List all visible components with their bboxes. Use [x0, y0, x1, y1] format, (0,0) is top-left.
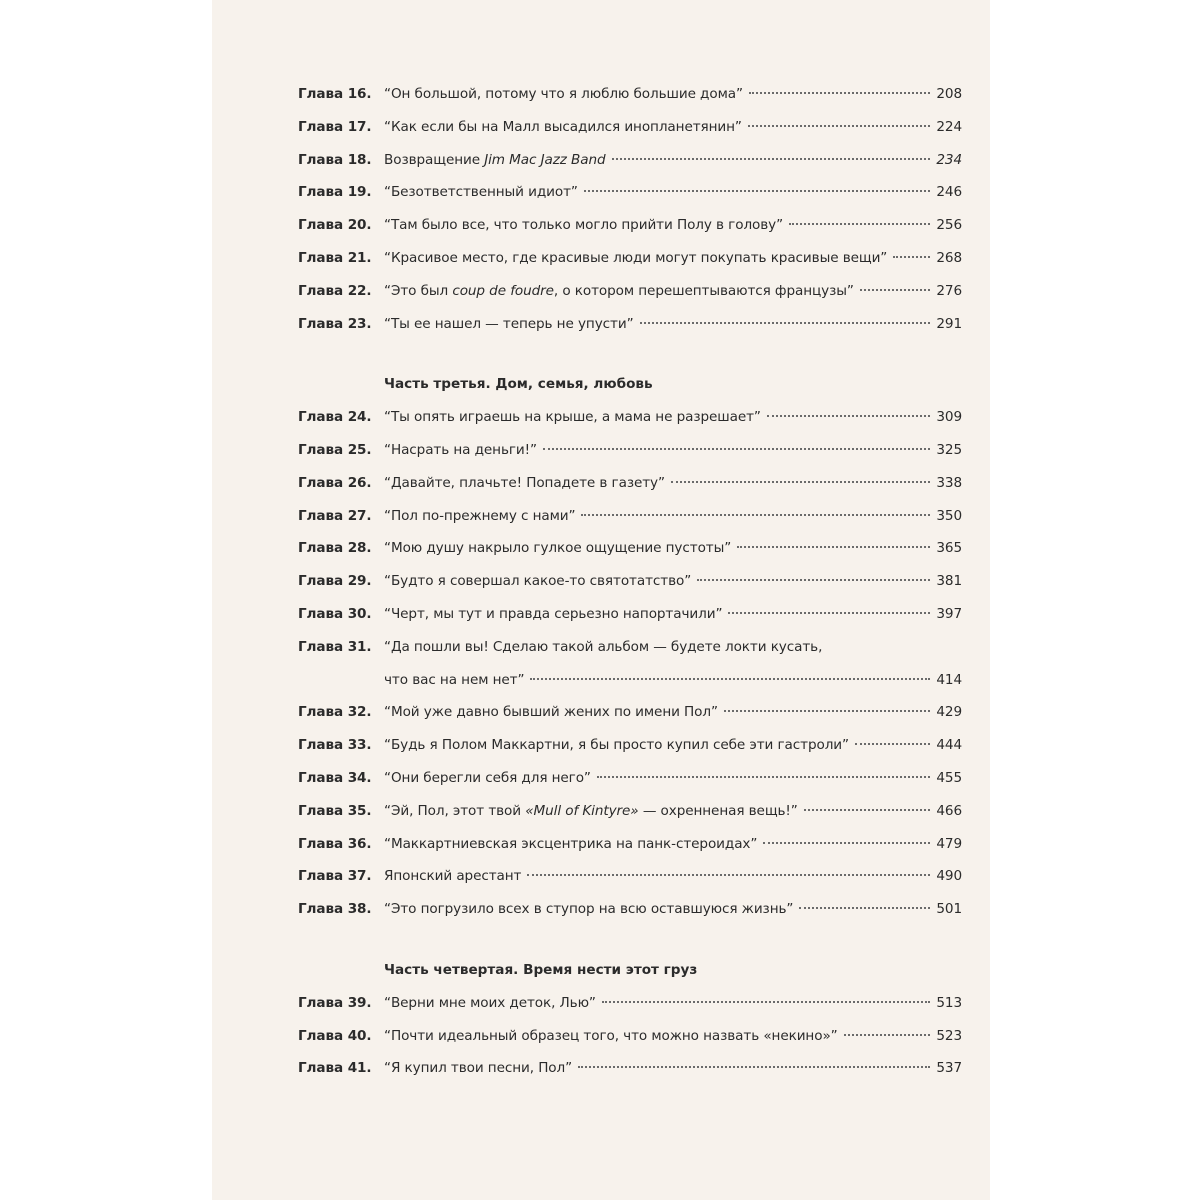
- toc-entry-19: [298, 176, 962, 209]
- page-number: 338: [936, 474, 962, 491]
- page-number: 381: [936, 573, 962, 590]
- toc-entry-18: [298, 144, 962, 177]
- chapter-title: “Ты ее нашел — теперь не упусти”: [384, 315, 634, 332]
- chapter-title: “Ты опять играешь на крыше, а мама не разрешает”: [384, 409, 761, 426]
- chapter-label: Глава 20.: [298, 217, 372, 234]
- page-number: 350: [936, 507, 962, 524]
- chapter-title: “Будь я Полом Маккартни, я бы просто купил себе эти гастроли”: [384, 737, 849, 754]
- toc-entry-37: [298, 860, 962, 893]
- chapter-label: Глава 34.: [298, 769, 372, 786]
- page-number: 309: [936, 409, 962, 426]
- toc-entry-31: [298, 631, 962, 664]
- toc-entry-36: [298, 828, 962, 861]
- dot-leader: [855, 743, 930, 745]
- page-number: 224: [936, 118, 962, 135]
- chapter-label: Глава 35.: [298, 802, 372, 819]
- page-number: 444: [936, 737, 962, 754]
- toc-entry-29: [298, 565, 962, 598]
- chapter-label: Глава 24.: [298, 409, 372, 426]
- page-number: 414: [936, 671, 962, 688]
- chapter-title: “Безответственный идиот”: [384, 184, 578, 201]
- chapter-label: Глава 16.: [298, 86, 372, 102]
- chapter-label: Глава 23.: [298, 315, 372, 332]
- dot-leader: [804, 809, 931, 811]
- page-number: 523: [936, 1027, 962, 1044]
- dot-leader: [893, 256, 930, 258]
- chapter-title: “Насрать на деньги!”: [384, 441, 537, 458]
- chapter-title: “Пол по-прежнему с нами”: [384, 507, 576, 524]
- dot-leader: [844, 1034, 931, 1036]
- dot-leader: [724, 710, 930, 712]
- toc-entry-22: [298, 275, 962, 308]
- dot-leader: [789, 223, 930, 225]
- chapter-title: “Будто я совершал какое-то святотатство”: [384, 573, 692, 590]
- page-number: 276: [936, 282, 962, 299]
- chapter-label: Глава 26.: [298, 474, 372, 491]
- page-number: 246: [936, 184, 962, 201]
- page-number: 365: [936, 540, 962, 557]
- toc-entry-39: [298, 987, 962, 1020]
- chapter-title: “Как если бы на Малл высадился инопланетянин”: [384, 118, 742, 135]
- toc-entry-34: [298, 762, 962, 795]
- toc-entry-26: [298, 467, 962, 500]
- chapter-title: “Это погрузило всех в ступор на всю оставшуюся жизнь”: [384, 901, 794, 918]
- title-text: Возвращение: [384, 151, 485, 168]
- chapter-label: Глава 37.: [298, 868, 372, 885]
- chapter-title: “Мой уже давно бывший жених по имени Пол”: [384, 704, 718, 721]
- dot-leader: [697, 579, 930, 581]
- toc-entry-20: [298, 209, 962, 242]
- dot-leader: [640, 322, 931, 324]
- chapter-title-continued: что вас на нем нет”: [384, 671, 525, 688]
- toc-entry-25: [298, 434, 962, 467]
- page-number: 466: [936, 802, 962, 819]
- dot-leader: [763, 842, 930, 844]
- title-italic: «Mull of Kintyre»: [525, 802, 639, 819]
- dot-leader: [543, 448, 930, 450]
- dot-leader: [602, 1001, 930, 1003]
- chapter-title: “Там было все, что только могло прийти Полу в голову”: [384, 217, 784, 234]
- section-gap: [298, 340, 962, 368]
- title-text: — охренненая вещь!”: [638, 802, 798, 819]
- chapter-label: Глава 22.: [298, 282, 372, 299]
- chapter-title: Японский арестант: [384, 868, 522, 885]
- toc-entry-35: [298, 795, 962, 828]
- dot-leader: [578, 1066, 930, 1068]
- page-number: 208: [936, 86, 962, 102]
- chapter-title: [384, 795, 798, 828]
- chapter-label: Глава 28.: [298, 540, 372, 557]
- page-number: 397: [936, 605, 962, 622]
- chapter-title: “Красивое место, где красивые люди могут покупать красивые вещи”: [384, 249, 888, 266]
- dot-leader: [581, 514, 930, 516]
- page-number: 513: [936, 994, 962, 1011]
- dot-leader: [612, 158, 931, 160]
- page-number: 256: [936, 217, 962, 234]
- chapter-label: Глава 19.: [298, 184, 372, 201]
- page-number: 490: [936, 868, 962, 885]
- section-gap: [298, 926, 962, 954]
- page-number: 234: [936, 151, 962, 168]
- chapter-title: [384, 144, 606, 177]
- dot-leader: [597, 776, 930, 778]
- dot-leader: [737, 546, 930, 548]
- chapter-title: “Он большой, потому что я люблю большие дома”: [384, 86, 743, 102]
- title-italic: coup de foudre: [452, 282, 554, 299]
- toc-entry-17: [298, 111, 962, 144]
- page-number: 268: [936, 249, 962, 266]
- toc-entry-32: [298, 696, 962, 729]
- toc-entry-16: [298, 78, 962, 111]
- chapter-label: Глава 18.: [298, 151, 372, 168]
- toc-entry-23: [298, 308, 962, 341]
- dot-leader: [584, 190, 930, 192]
- chapter-title: “Я купил твои песни, Пол”: [384, 1060, 573, 1077]
- dot-leader: [860, 289, 931, 291]
- chapter-title: [384, 275, 854, 308]
- dot-leader: [728, 612, 930, 614]
- chapter-label: Глава 38.: [298, 901, 372, 918]
- page-number: 429: [936, 704, 962, 721]
- chapter-title: “Они берегли себя для него”: [384, 769, 591, 786]
- toc-entry-40: [298, 1020, 962, 1053]
- dot-leader: [767, 415, 930, 417]
- toc-entry-33: [298, 729, 962, 762]
- chapter-label: Глава 33.: [298, 737, 372, 754]
- page-number: 501: [936, 901, 962, 918]
- toc-entry-28: [298, 532, 962, 565]
- chapter-title: “Черт, мы тут и правда серьезно напортачили”: [384, 605, 723, 622]
- dot-leader: [530, 678, 930, 680]
- chapter-label: Глава 31.: [298, 638, 372, 655]
- part-heading: Часть четвертая. Время нести этот груз: [384, 961, 698, 978]
- toc-entry-21: [298, 242, 962, 275]
- title-text: , о котором перешептываются французы”: [553, 282, 854, 299]
- chapter-title: “Маккартниевская эксцентрика на панк-стероидах”: [384, 835, 758, 852]
- toc-entry-30: [298, 598, 962, 631]
- page-number: 325: [936, 441, 962, 458]
- toc-entry-41: [298, 1052, 962, 1085]
- dot-leader: [748, 125, 930, 127]
- table-of-contents: [298, 78, 962, 1085]
- dot-leader: [799, 907, 930, 909]
- book-page: [212, 0, 990, 1200]
- dot-leader: [749, 92, 930, 94]
- page-number: 455: [936, 769, 962, 786]
- toc-entry-38: [298, 893, 962, 926]
- chapter-label: Глава 21.: [298, 249, 372, 266]
- chapter-label: Глава 39.: [298, 994, 372, 1011]
- chapter-title: “Почти идеальный образец того, что можно назвать «некино»”: [384, 1027, 838, 1044]
- chapter-label: Глава 30.: [298, 605, 372, 622]
- toc-entry-27: [298, 500, 962, 533]
- toc-entry-31-continued: [298, 664, 962, 697]
- title-italic: Jim Mac Jazz Band: [484, 151, 606, 168]
- chapter-label: Глава 32.: [298, 704, 372, 721]
- title-text: “Эй, Пол, этот твой: [384, 802, 526, 819]
- chapter-label: Глава 29.: [298, 573, 372, 590]
- page-number: 479: [936, 835, 962, 852]
- part-heading: Часть третья. Дом, семья, любовь: [384, 376, 653, 393]
- page-number: 537: [936, 1060, 962, 1077]
- chapter-label: Глава 25.: [298, 441, 372, 458]
- chapter-label: Глава 36.: [298, 835, 372, 852]
- chapter-label: Глава 17.: [298, 118, 372, 135]
- chapter-label: Глава 41.: [298, 1060, 372, 1077]
- dot-leader: [671, 481, 930, 483]
- title-text: “Это был: [384, 282, 453, 299]
- chapter-label: Глава 40.: [298, 1027, 372, 1044]
- chapter-title: “Верни мне моих деток, Лью”: [384, 994, 596, 1011]
- dot-leader: [527, 874, 930, 876]
- chapter-title: “Да пошли вы! Сделаю такой альбом — будете локти кусать,: [384, 638, 823, 655]
- chapter-label: Глава 27.: [298, 507, 372, 524]
- chapter-title: “Давайте, плачьте! Попадете в газету”: [384, 474, 665, 491]
- page-number: 291: [936, 315, 962, 332]
- chapter-title: “Мою душу накрыло гулкое ощущение пустоты”: [384, 540, 732, 557]
- toc-entry-24: [298, 401, 962, 434]
